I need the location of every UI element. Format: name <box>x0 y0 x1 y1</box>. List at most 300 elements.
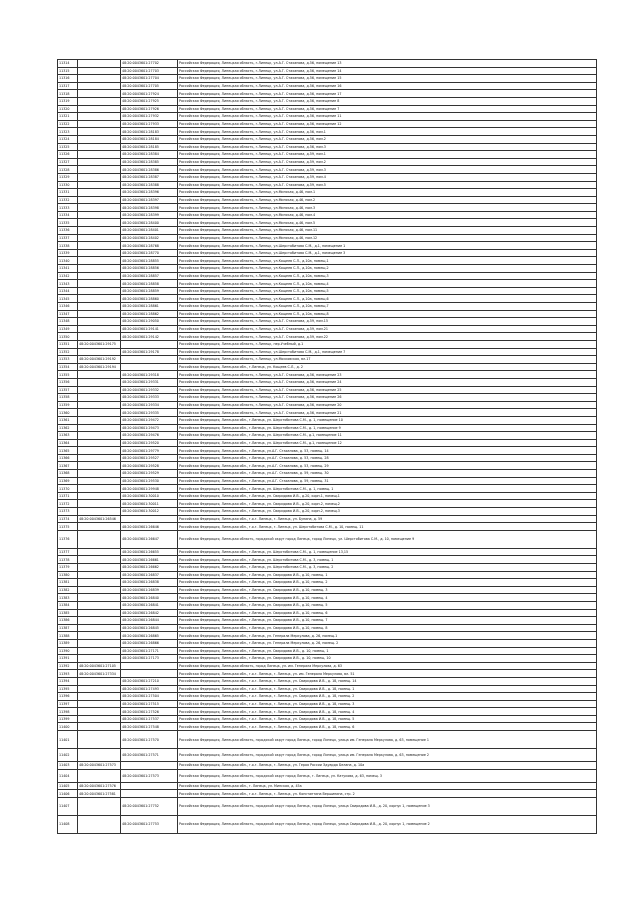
land-cadastral-number-cell <box>78 797 121 815</box>
address-cell: Российская Федерация, Липецкая область, г.Липецк, ул.А.Г. Стаханова, д.56, помещение 15 <box>178 75 597 83</box>
row-number-cell: 11347 <box>58 310 78 318</box>
land-cadastral-number-cell <box>78 485 121 493</box>
address-cell: Российская Федерация, Липецкая обл., г.Липецк, ул. Шерстобитова С.М., д.1, помещение 11 <box>178 432 597 440</box>
land-cadastral-number-cell <box>78 135 121 143</box>
address-cell: Российская Федерация, Липецкая область, г.Липецк, ул.А.Г. Стаханова, д.56, помещение 20 <box>178 401 597 409</box>
land-cadastral-number-cell <box>78 508 121 516</box>
table-row <box>58 340 597 348</box>
row-number-cell: 11333 <box>58 204 78 212</box>
address-cell: Российская Федерация, Липецкая обл., г.Липецк, ул. Генерала Меркулова, д. 26, помещ.1 <box>178 632 597 640</box>
object-cadastral-number-cell: 48:20:0043601:29472 <box>121 416 178 424</box>
row-number-cell: 11319 <box>58 97 78 105</box>
row-number-cell: 11340 <box>58 257 78 265</box>
object-cadastral-number-cell: 48:20:0043601:28400 <box>121 219 178 227</box>
object-cadastral-number-cell: 48:20:0043601:28859 <box>121 287 178 295</box>
row-number-cell: 11341 <box>58 265 78 273</box>
table-row <box>58 424 597 432</box>
address-cell: Российская Федерация, Липецкая область, г.Липецк, ул.Шерстобитова С.М., д.1, помещение 7 <box>178 348 597 356</box>
row-number-cell: 11355 <box>58 371 78 379</box>
object-cadastral-number-cell: 48:20:0043601:27925 <box>121 97 178 105</box>
table-row <box>58 97 597 105</box>
row-number-cell: 11382 <box>58 586 78 594</box>
address-cell: Российская Федерация, Липецкая область, г.Липецк, ул.Кощеев С.Л., д.10а, помещ.6 <box>178 295 597 303</box>
table-row <box>58 624 597 632</box>
row-number-cell: 11395 <box>58 685 78 693</box>
object-cadastral-number-cell: 48:20:0043601:26646 <box>121 523 178 531</box>
row-number-cell: 11367 <box>58 462 78 470</box>
row-number-cell: 11378 <box>58 556 78 564</box>
row-number-cell: 11353 <box>58 356 78 364</box>
table-row <box>58 287 597 295</box>
address-cell: Российская Федерация, Липецкая обл., г.о.г. Липецк, г. Липецк, ул. Свиридова И.В., д. 18, помещ. 4 <box>178 708 597 716</box>
table-row <box>58 571 597 579</box>
object-cadastral-number-cell: 48:20:0043601:28396 <box>121 189 178 197</box>
land-cadastral-number-cell <box>78 371 121 379</box>
object-cadastral-number-cell: 48:20:0043601:27515 <box>121 700 178 708</box>
row-number-cell: 11388 <box>58 632 78 640</box>
land-cadastral-number-cell <box>78 715 121 723</box>
row-number-cell: 11366 <box>58 454 78 462</box>
address-cell: Российская Федерация, Липецкая область, г.Липецк, ул.А.Г. Стаханова, д.56, помещение 7 <box>178 105 597 113</box>
table-row <box>58 564 597 572</box>
table-row <box>58 670 597 678</box>
object-cadastral-number-cell: 48:20:0043601:26841 <box>121 601 178 609</box>
address-cell: Российская Федерация, Липецкая обл., г.Липецк, ул. Шерстобитова С.М., д. 1, помещение 13,15 <box>178 548 597 556</box>
address-cell: Российская Федерация, Липецкая обл., г.Липецк, ул. Свиридова И.В., д.20, корп.1, помещ.1 <box>178 492 597 500</box>
table-row <box>58 378 597 386</box>
row-number-cell: 11356 <box>58 378 78 386</box>
address-cell: Российская Федерация, Липецкая обл., г.Липецк, ул. Свиридова И.В., д.10, помещ. 2 <box>178 579 597 587</box>
table-row <box>58 500 597 508</box>
land-cadastral-number-cell <box>78 249 121 257</box>
object-cadastral-number-cell: 48:20:0043601:27926 <box>121 105 178 113</box>
land-cadastral-number-cell <box>78 97 121 105</box>
address-cell: Российская Федерация, Липецкая область, г.Липецк, ул.Кощеев С.Л., д.10а, помещ.3 <box>178 272 597 280</box>
address-cell: Российская Федерация, Липецкая обл., г.Липецк, ул. Свиридова И.В., д. 10, помещ. 10 <box>178 655 597 663</box>
object-cadastral-number-cell: 48:20:0043601:29520 <box>121 439 178 447</box>
table-row <box>58 181 597 189</box>
address-cell: Российская Федерация, Липецкая область, город Липецк, ул. им. Генерала Меркулова, д. 63 <box>178 662 597 670</box>
address-cell: Российская Федерация, Липецкая область, г.Липецк, ул.Минская, д.46, пом.2 <box>178 196 597 204</box>
land-cadastral-number-cell: 48:20:0043601:29175 <box>78 340 121 348</box>
row-number-cell: 11358 <box>58 394 78 402</box>
table-row <box>58 782 597 790</box>
address-cell: Российская Федерация, Липецкая область, г.Липецк, ул.А.Г. Стаханова, д.56, пом.3 <box>178 143 597 151</box>
object-cadastral-number-cell: 48:20:0043601:28386 <box>121 166 178 174</box>
address-cell: Российская Федерация, Липецкая область, г.Липецк, ул.А.Г. Стаханова, д.56, помещение 13 <box>178 60 597 68</box>
row-number-cell: 11346 <box>58 303 78 311</box>
address-cell: Российская Федерация, Липецкая обл., г.Липецк, ул. Свиридова И.В., д.10, помещ. 4 <box>178 594 597 602</box>
table-row <box>58 508 597 516</box>
land-cadastral-number-cell: 48:20:0043601:27576 <box>78 782 121 790</box>
land-cadastral-number-cell <box>78 708 121 716</box>
address-cell: Российская Федерация, Липецкая обл., г.Липецк, ул. Свиридова И.В., д.10, помещ. 1 <box>178 571 597 579</box>
row-number-cell: 11326 <box>58 151 78 159</box>
table-row <box>58 530 597 548</box>
address-cell: Российская Федерация, Липецкая обл., г.Липецк, ул. Шерстобитова С.М., д. 1, помещение 10 <box>178 416 597 424</box>
table-row <box>58 556 597 564</box>
row-number-cell: 11331 <box>58 189 78 197</box>
table-row <box>58 723 597 731</box>
object-cadastral-number-cell: 48:20:0043601:26655 <box>121 548 178 556</box>
row-number-cell: 11374 <box>58 515 78 523</box>
land-cadastral-number-cell <box>78 731 121 749</box>
land-cadastral-number-cell <box>78 295 121 303</box>
land-cadastral-number-cell <box>78 579 121 587</box>
object-cadastral-number-cell: 48:20:0043601:29529 <box>121 470 178 478</box>
address-cell: Российская Федерация, Липецкая обл., г.о.г. Липецк, г. Липецк, ул. Свиридова И.В., д. 18, помещ. 5 <box>178 715 597 723</box>
object-cadastral-number-cell: 48:20:0043601:28860 <box>121 295 178 303</box>
table-row <box>58 685 597 693</box>
land-cadastral-number-cell <box>78 639 121 647</box>
table-row <box>58 432 597 440</box>
row-number-cell: 11362 <box>58 424 78 432</box>
table-row <box>58 647 597 655</box>
table-row <box>58 416 597 424</box>
table-row <box>58 166 597 174</box>
object-cadastral-number-cell <box>121 515 178 523</box>
row-number-cell: 11392 <box>58 662 78 670</box>
table-row <box>58 249 597 257</box>
land-cadastral-number-cell <box>78 120 121 128</box>
table-row <box>58 173 597 181</box>
object-cadastral-number-cell: 48:20:0043601:27171 <box>121 647 178 655</box>
land-cadastral-number-cell <box>78 265 121 273</box>
land-cadastral-number-cell <box>78 700 121 708</box>
object-cadastral-number-cell: 48:20:0043601:29948 <box>121 485 178 493</box>
address-cell: Российская Федерация, Липецкая обл., г.Липецк, ул.А.Г. Стаханова, д. 59, помещ. 31 <box>178 477 597 485</box>
table-row <box>58 82 597 90</box>
land-cadastral-number-cell <box>78 749 121 762</box>
land-cadastral-number-cell <box>78 624 121 632</box>
table-row <box>58 348 597 356</box>
table-row <box>58 371 597 379</box>
table-row <box>58 113 597 121</box>
table-row <box>58 325 597 333</box>
table-row <box>58 394 597 402</box>
address-cell: Российская Федерация, Липецкая обл., г.о.г. Липецк, г. Липецк, ул. им. Генерала Меркулова, вл. 51 <box>178 670 597 678</box>
object-cadastral-number-cell: 48:20:0043601:29050 <box>121 318 178 326</box>
row-number-cell: 11351 <box>58 340 78 348</box>
object-cadastral-number-cell: 48:20:0043601:28401 <box>121 227 178 235</box>
land-cadastral-number-cell <box>78 632 121 640</box>
row-number-cell: 11370 <box>58 485 78 493</box>
object-cadastral-number-cell: 48:20:0043601:27526 <box>121 708 178 716</box>
object-cadastral-number-cell: 48:20:0043601:26838 <box>121 579 178 587</box>
table-row <box>58 219 597 227</box>
object-cadastral-number-cell: 48:20:0043601:27210 <box>121 677 178 685</box>
row-number-cell: 11368 <box>58 470 78 478</box>
object-cadastral-number-cell: 48:20:0043601:29473 <box>121 424 178 432</box>
object-cadastral-number-cell: 48:20:0043601:26662 <box>121 564 178 572</box>
address-cell: Российская Федерация, Липецкая обл., г.о.г. Липецк, г. Липецк, ул. Шерстобитова С.М., д. 10, помещ. 11 <box>178 523 597 531</box>
address-cell: Российская Федерация, Липецкая область, г.Липецк, ул.А.Г. Стаханова, д.56, помещение 17 <box>178 90 597 98</box>
object-cadastral-number-cell: 48:20:0043601:29335 <box>121 409 178 417</box>
row-number-cell: 11318 <box>58 90 78 98</box>
object-cadastral-number-cell <box>121 782 178 790</box>
land-cadastral-number-cell <box>78 401 121 409</box>
land-cadastral-number-cell <box>78 211 121 219</box>
land-cadastral-number-cell <box>78 609 121 617</box>
row-number-cell: 11363 <box>58 432 78 440</box>
land-cadastral-number-cell: 48:20:0043601:27334 <box>78 670 121 678</box>
object-cadastral-number-cell: 48:20:0043601:27703 <box>121 67 178 75</box>
address-cell: Российская Федерация, Липецкая обл., г.о.г. Липецк, г. Липецк, ул. Константина Вершинина, стр. 2 <box>178 790 597 798</box>
address-cell: Российская Федерация, Липецкая область, г.Липецк, ул.Кощеев С.Л., д.10а, помещ.2 <box>178 265 597 273</box>
land-cadastral-number-cell: 48:20:0043601:29194 <box>78 363 121 371</box>
row-number-cell: 11396 <box>58 693 78 701</box>
row-number-cell: 11336 <box>58 227 78 235</box>
table-row <box>58 60 597 68</box>
land-cadastral-number-cell <box>78 280 121 288</box>
object-cadastral-number-cell: 48:20:0043601:29142 <box>121 333 178 341</box>
address-cell: Российская Федерация, Липецкая область, г.Липецк, ул.А.Г. Стаханова, д.56, помещение 8 <box>178 97 597 105</box>
object-cadastral-number-cell: 48:20:0043601:27571 <box>121 749 178 762</box>
object-cadastral-number-cell: 48:20:0043601:26840 <box>121 594 178 602</box>
row-number-cell: 11399 <box>58 715 78 723</box>
address-cell: Российская Федерация, Липецкая обл., г.Липецк, ул.А.Г. Стаханова, д. 53, помещ. 14 <box>178 447 597 455</box>
table-row <box>58 815 597 833</box>
row-number-cell: 11316 <box>58 75 78 83</box>
table-row <box>58 749 597 762</box>
address-cell: Российская Федерация, Липецкая обл., г.Липецк, ул. Свиридова И.В., д.20, корп.2, помещ.2 <box>178 500 597 508</box>
row-number-cell: 11400 <box>58 723 78 731</box>
row-number-cell: 11403 <box>58 762 78 770</box>
table-row <box>58 295 597 303</box>
table-row <box>58 135 597 143</box>
object-cadastral-number-cell: 48:20:0043601:28770 <box>121 249 178 257</box>
table-row <box>58 439 597 447</box>
object-cadastral-number-cell: 48:20:0043601:26844 <box>121 617 178 625</box>
table-row <box>58 90 597 98</box>
land-cadastral-number-cell <box>78 181 121 189</box>
land-cadastral-number-cell <box>78 601 121 609</box>
land-cadastral-number-cell <box>78 158 121 166</box>
object-cadastral-number-cell: 48:20:0043601:30012 <box>121 508 178 516</box>
row-number-cell: 11372 <box>58 500 78 508</box>
table-row <box>58 143 597 151</box>
row-number-cell: 11364 <box>58 439 78 447</box>
row-number-cell: 11394 <box>58 677 78 685</box>
land-cadastral-number-cell <box>78 477 121 485</box>
land-cadastral-number-cell <box>78 234 121 242</box>
row-number-cell: 11376 <box>58 530 78 548</box>
address-cell: Российская Федерация, Липецкая область, г.Липецк, ул.Кощеев С.Л., д.10а, помещ.8 <box>178 310 597 318</box>
object-cadastral-number-cell <box>121 790 178 798</box>
object-cadastral-number-cell: 48:20:0043601:29331 <box>121 378 178 386</box>
address-cell: Российская Федерация, Липецкая обл., г.о.г. Липецк, г. Липецк, ул. Бунина, д. 59 <box>178 515 597 523</box>
row-number-cell: 11354 <box>58 363 78 371</box>
table-row <box>58 470 597 478</box>
object-cadastral-number-cell: 48:20:0043601:27504 <box>121 693 178 701</box>
address-cell: Российская Федерация, Липецкая область, г.Липецк, ул.Шерстобитова С.М., д.1, помещение 3 <box>178 249 597 257</box>
row-number-cell: 11398 <box>58 708 78 716</box>
address-cell: Российская Федерация, Липецкая обл., г. Липецк, ул. Минская, д. 45а <box>178 782 597 790</box>
land-cadastral-number-cell <box>78 348 121 356</box>
row-number-cell: 11393 <box>58 670 78 678</box>
object-cadastral-number-cell: 48:20:0043601:27548 <box>121 723 178 731</box>
row-number-cell: 11315 <box>58 67 78 75</box>
table-row <box>58 594 597 602</box>
table-row <box>58 234 597 242</box>
address-cell: Российская Федерация, Липецкая обл., г.Липецк, ул. Свиридова И.В., д.10, помещ. 7 <box>178 617 597 625</box>
land-cadastral-number-cell: 48:20:0043601:29192 <box>78 356 121 364</box>
register-table <box>57 59 597 834</box>
table-row <box>58 310 597 318</box>
table-row <box>58 318 597 326</box>
land-cadastral-number-cell <box>78 219 121 227</box>
address-cell: Российская Федерация, Липецкая область, г.Липецк, ул.Кощеев С.Л., д.10а, помещ.4 <box>178 280 597 288</box>
address-cell: Российская Федерация, Липецкая область, г.Липецк, ул.А.Г. Стаханова, д.59, пом.5 <box>178 181 597 189</box>
land-cadastral-number-cell <box>78 409 121 417</box>
row-number-cell: 11389 <box>58 639 78 647</box>
table-row <box>58 196 597 204</box>
land-cadastral-number-cell <box>78 318 121 326</box>
table-row <box>58 211 597 219</box>
address-cell: Российская Федерация, Липецкая область, г.Липецк, ул.А.Г. Стаханова, д.59, пом.1 <box>178 151 597 159</box>
land-cadastral-number-cell <box>78 647 121 655</box>
object-cadastral-number-cell <box>121 356 178 364</box>
object-cadastral-number-cell: 48:20:0043601:30010 <box>121 492 178 500</box>
address-cell: Российская Федерация, Липецкая область, г.Липецк, ул.А.Г. Стаханова, д.56, помещение 26 <box>178 394 597 402</box>
address-cell: Российская Федерация, Липецкая область, городской округ город Липецк, город Липецк, ул. Шерстобитова С.М., д. 10, помещение 9 <box>178 530 597 548</box>
object-cadastral-number-cell: 48:20:0043601:26842 <box>121 609 178 617</box>
address-cell: Российская Федерация, Липецкая область, г.Липецк, ул.А.Г. Стаханова, д.56, помещение 12 <box>178 120 597 128</box>
row-number-cell: 11380 <box>58 571 78 579</box>
object-cadastral-number-cell: 48:20:0043601:27570 <box>121 731 178 749</box>
object-cadastral-number-cell: 48:20:0043601:29530 <box>121 477 178 485</box>
land-cadastral-number-cell <box>78 166 121 174</box>
table-row <box>58 662 597 670</box>
table-row <box>58 128 597 136</box>
table-row <box>58 105 597 113</box>
row-number-cell: 11335 <box>58 219 78 227</box>
address-cell: Российская Федерация, Липецкая обл., г.Липецк, ул. Кощеев С.Л., д. 2 <box>178 363 597 371</box>
land-cadastral-number-cell <box>78 594 121 602</box>
object-cadastral-number-cell: 48:20:0043601:29527 <box>121 454 178 462</box>
address-cell: Российская Федерация, Липецкая обл., г.Липецк, ул.А.Г. Стаханова, д. 59, помещ. 30 <box>178 470 597 478</box>
object-cadastral-number-cell: 48:20:0043601:27173 <box>121 655 178 663</box>
land-cadastral-number-cell <box>78 462 121 470</box>
land-cadastral-number-cell <box>78 204 121 212</box>
address-cell: Российская Федерация, Липецкая область, городской округ город Липецк, город Липецк, улица Свиридова И.В., д. 20, корпус 1, помещение 2 <box>178 815 597 833</box>
address-cell: Российская Федерация, Липецкая обл., г.Липецк, ул. Шерстобитова С.М., д. 1, помещ. 1 <box>178 485 597 493</box>
table-row <box>58 655 597 663</box>
table-row <box>58 601 597 609</box>
land-cadastral-number-cell: 48:20:0043601:27573 <box>78 762 121 770</box>
row-number-cell: 11350 <box>58 333 78 341</box>
address-cell: Российская Федерация, Липецкая обл., г.о.г. Липецк, г. Липецк, ул. Свиридова И.В., д. 18, помещ. 14 <box>178 677 597 685</box>
land-cadastral-number-cell <box>78 189 121 197</box>
address-cell: Российская Федерация, Липецкая обл., г.Липецк, ул. Шерстобитова С.М., д. 3, помещ. 1 <box>178 556 597 564</box>
object-cadastral-number-cell: 48:20:0043601:28399 <box>121 211 178 219</box>
land-cadastral-number-cell: 48:20:0043601:26546 <box>78 515 121 523</box>
land-cadastral-number-cell <box>78 333 121 341</box>
object-cadastral-number-cell: 48:20:0043601:26866 <box>121 639 178 647</box>
address-cell: Российская Федерация, Липецкая область, г.Липецк, ул.А.Г. Стаханова, д.59, пом.15 <box>178 318 597 326</box>
address-cell: Российская Федерация, Липецкая обл., г.Липецк, ул. Свиридова И.В., д.10, помещ. 3 <box>178 586 597 594</box>
land-cadastral-number-cell: 48:20:0043601:27581 <box>78 790 121 798</box>
row-number-cell: 11317 <box>58 82 78 90</box>
table-row <box>58 762 597 770</box>
table-row <box>58 447 597 455</box>
table-row <box>58 715 597 723</box>
object-cadastral-number-cell: 48:20:0043601:28861 <box>121 303 178 311</box>
address-cell: Российская Федерация, Липецкая обл., г.о.г. Липецк, г. Липецк, ул. Свиридова И.В., д. 18, помещ. 6 <box>178 723 597 731</box>
object-cadastral-number-cell: 48:20:0043601:28855 <box>121 257 178 265</box>
row-number-cell: 11324 <box>58 135 78 143</box>
object-cadastral-number-cell: 48:20:0043601:28856 <box>121 265 178 273</box>
table-row <box>58 272 597 280</box>
object-cadastral-number-cell: 48:20:0043601:27702 <box>121 60 178 68</box>
row-number-cell: 11377 <box>58 548 78 556</box>
land-cadastral-number-cell <box>78 272 121 280</box>
land-cadastral-number-cell <box>78 693 121 701</box>
row-number-cell: 11386 <box>58 617 78 625</box>
object-cadastral-number-cell: 48:20:0043601:29779 <box>121 447 178 455</box>
object-cadastral-number-cell: 48:20:0043601:29334 <box>121 401 178 409</box>
table-row <box>58 158 597 166</box>
row-number-cell: 11375 <box>58 523 78 531</box>
row-number-cell: 11369 <box>58 477 78 485</box>
land-cadastral-number-cell <box>78 67 121 75</box>
row-number-cell: 11390 <box>58 647 78 655</box>
address-cell: Российская Федерация, Липецкая обл., г.о.г. Липецк, г. Липецк, ул. Свиридова И.В., д. 18, помещ. 1 <box>178 685 597 693</box>
address-cell: Российская Федерация, Липецкая область, г.Липецк, ул.Кощеев С.Л., д.10а, помещ.1 <box>178 257 597 265</box>
row-number-cell: 11371 <box>58 492 78 500</box>
address-cell: Российская Федерация, Липецкая область, г.Липецк, ул.А.Г. Стаханова, д.56, помещение 25 <box>178 386 597 394</box>
object-cadastral-number-cell: 48:20:0043601:29141 <box>121 325 178 333</box>
land-cadastral-number-cell <box>78 394 121 402</box>
object-cadastral-number-cell: 48:20:0043601:26845 <box>121 624 178 632</box>
row-number-cell: 11329 <box>58 173 78 181</box>
land-cadastral-number-cell <box>78 173 121 181</box>
land-cadastral-number-cell <box>78 303 121 311</box>
address-cell: Российская Федерация, Липецкая область, г.Липецк, ул.Минская, д.46, пом.5 <box>178 219 597 227</box>
object-cadastral-number-cell: 48:20:0043601:27752 <box>121 797 178 815</box>
row-number-cell: 11330 <box>58 181 78 189</box>
table-row <box>58 477 597 485</box>
object-cadastral-number-cell: 48:20:0043601:26865 <box>121 632 178 640</box>
land-cadastral-number-cell <box>78 113 121 121</box>
address-cell: Российская Федерация, Липецкая область, г.Липецк, ул.Кощеев С.Л., д.10а, помещ.7 <box>178 303 597 311</box>
land-cadastral-number-cell <box>78 685 121 693</box>
row-number-cell: 11322 <box>58 120 78 128</box>
row-number-cell: 11345 <box>58 295 78 303</box>
table-row <box>58 257 597 265</box>
address-cell: Российская Федерация, Липецкая область, г.Липецк, ул.Кощеев С.Л., д.10а, помещ.5 <box>178 287 597 295</box>
table-row <box>58 515 597 523</box>
object-cadastral-number-cell: 48:20:0043601:27573 <box>121 769 178 782</box>
land-cadastral-number-cell <box>78 325 121 333</box>
object-cadastral-number-cell: 48:20:0043601:26839 <box>121 586 178 594</box>
object-cadastral-number-cell: 48:20:0043601:28857 <box>121 272 178 280</box>
table-row <box>58 492 597 500</box>
address-cell: Российская Федерация, Липецкая область, г.Липецк, ул.Минская, д.46, пом.4 <box>178 211 597 219</box>
register-table-body <box>58 60 597 834</box>
row-number-cell: 11349 <box>58 325 78 333</box>
table-row <box>58 151 597 159</box>
object-cadastral-number-cell: 48:20:0043601:27704 <box>121 75 178 83</box>
land-cadastral-number-cell <box>78 677 121 685</box>
land-cadastral-number-cell <box>78 82 121 90</box>
object-cadastral-number-cell: 48:20:0043601:28402 <box>121 234 178 242</box>
row-number-cell: 11387 <box>58 624 78 632</box>
row-number-cell: 11328 <box>58 166 78 174</box>
land-cadastral-number-cell <box>78 769 121 782</box>
land-cadastral-number-cell <box>78 287 121 295</box>
table-row <box>58 586 597 594</box>
